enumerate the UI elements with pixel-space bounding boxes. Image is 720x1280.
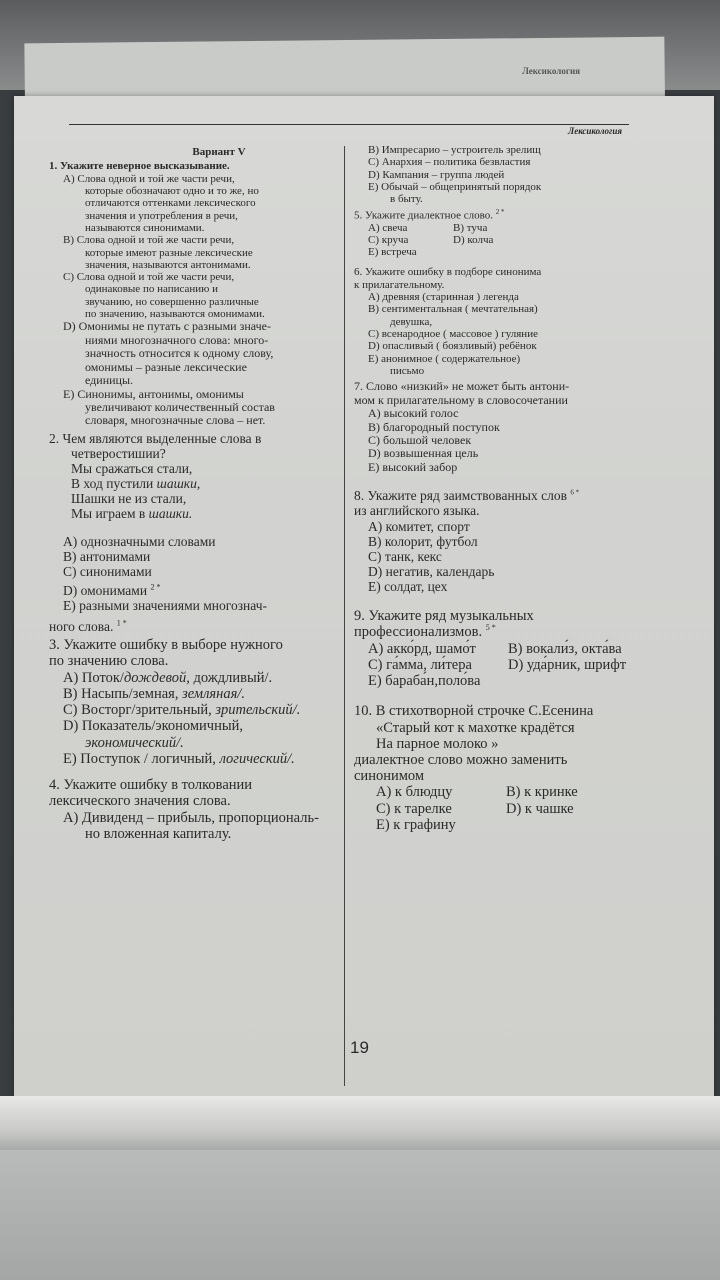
line: С) Слова одной и той же части речи, [63, 271, 235, 284]
q5-option-e: Е) встреча [368, 246, 417, 259]
question-9 [354, 608, 684, 689]
q7-option-c: С) большой человек [368, 433, 472, 448]
question-10 [354, 703, 684, 833]
q4-stem-line: 4. Укажите ошибку в толковании [49, 777, 253, 794]
handwritten-answer: экономический/. [85, 734, 184, 751]
highlighted-word: шашки, [156, 476, 201, 492]
running-header: Лексикология [568, 126, 622, 136]
q3-stem-line: по значению слова. [49, 653, 169, 670]
q5-option-b: В) туча [453, 221, 488, 234]
handwritten-answer: дождевой, [123, 669, 190, 686]
q8-option-d: D) негатив, календарь [368, 563, 495, 579]
q5-option-c: С) круча [368, 233, 409, 246]
q6-option-d: D) опасливый ( боязливый) ребёнок [368, 340, 537, 353]
q3-stem-line [49, 637, 349, 653]
q10-option-b: В) к кринке [506, 784, 578, 801]
line: звучанию, но совершенно различные [85, 295, 259, 308]
q9-stem-line: 9. Укажите ряд музыкальных [354, 608, 534, 625]
line: Е) Синонимы, антонимы, омонимы [63, 386, 244, 401]
header-rule [69, 124, 629, 125]
line: ниями многозначного слова: много- [85, 332, 269, 347]
q4-stem-line: лексического значения слова. [49, 793, 231, 810]
line: ного слова. [49, 619, 114, 635]
line: омонимы – разные лексические [85, 359, 247, 374]
q3-option-a [63, 670, 349, 686]
q10-options-row [376, 784, 684, 800]
q5-options-row [368, 222, 684, 234]
line: D) Показатель/экономичный, [63, 718, 243, 735]
q9-option-a: А) акко́рд, шамо́т [368, 640, 476, 657]
q5-stem: 5. Укажите диалектное слово. [354, 209, 494, 222]
line: которые обозначают одно и то же, но [85, 184, 259, 197]
q1-stem: 1. Укажите неверное высказывание. [49, 160, 230, 173]
q8-option-e: Е) солдат, цех [368, 579, 448, 594]
line: А) Слова одной и той же части речи, [63, 172, 235, 185]
option-text: А) Поток/ [63, 669, 124, 686]
option-text: Е) Поступок / логичный, [63, 750, 220, 767]
q6-stem-line: 6. Укажите ошибку в подборе синонима [354, 266, 542, 279]
line: которые имеют разные лексические [85, 246, 253, 259]
question-4-continued [354, 144, 684, 206]
q2-poem [71, 461, 349, 521]
handwritten-answer: логический/. [219, 750, 295, 767]
q8-option-a: А) комитет, спорт [368, 518, 470, 534]
q2-option-c: С) синонимами [63, 563, 152, 579]
q1-option-d [63, 320, 349, 387]
q6-option-c: С) всенародное ( массовое ) гуляние [368, 328, 538, 341]
option-text: D) омонимами [63, 582, 148, 598]
spacer [49, 522, 349, 534]
handwritten-answer: зрительский/. [215, 702, 301, 719]
line: по значению, называются омонимами. [85, 308, 265, 321]
q1-option-a [63, 173, 349, 235]
question-7 [354, 380, 684, 474]
background-surface [0, 1150, 720, 1280]
line: Е) Обычай – общепринятый порядок [368, 180, 542, 193]
q6-option-a: А) древняя (старинная ) легенда [368, 291, 519, 304]
q8-option-c: С) танк, кекс [368, 548, 442, 564]
q3-option-e [63, 751, 349, 767]
q3-option-c [63, 702, 349, 718]
underlying-running-header: Лексикология [522, 66, 580, 76]
q2-option-b: В) антонимами [63, 548, 151, 564]
q8-stem-line: 8. Укажите ряд заимствованных слов [354, 488, 567, 504]
q6-option-e [368, 353, 684, 378]
line: отличаются оттенками лексического [85, 197, 256, 210]
line: но вложенная капиталу. [85, 825, 232, 842]
line: девушка, [390, 315, 433, 328]
line: словаря, многозначные слова – нет. [85, 413, 266, 428]
poem-line: Шашки не из стали, [71, 491, 187, 507]
q9-option-b: В) вокали́з, окта́ва [508, 640, 622, 657]
q3-option-d [63, 718, 349, 750]
right-column [354, 144, 684, 833]
q9-option-c: С) га́мма, ли́тера [368, 656, 472, 673]
q5-option-a: А) свеча [368, 221, 408, 234]
question-8 [354, 488, 684, 594]
line: Е) разными значениями многознач- [63, 597, 267, 613]
left-column [49, 146, 349, 842]
q7-stem-line: 7. Слово «низкий» не может быть антони- [354, 379, 570, 394]
poem-text: Мы играем в [71, 506, 146, 522]
q7-option-d: D) возвышенная цель [368, 446, 479, 461]
q4-option-d: D) Кампания – группа людей [368, 168, 505, 181]
page-number: 19 [350, 1038, 369, 1057]
line: В) Слова одной и той же части речи, [63, 234, 235, 247]
highlighted-word: шашки. [148, 506, 193, 522]
line: называются синонимами. [85, 221, 205, 234]
stem-text: 3. Укажите ошибку в выборе нужного [49, 637, 283, 654]
line: А) Дивиденд – прибыль, пропорциональ- [63, 809, 319, 826]
q1-option-b [63, 234, 349, 271]
q4-option-e [368, 181, 684, 206]
line: увеличивают количественный состав [85, 400, 275, 414]
q9-stem-line: профессионализмов. [354, 624, 483, 641]
q10-stem-line: 10. В стихотворной строчке С.Есенина [354, 703, 594, 720]
poem-line: Мы сражаться стали, [71, 461, 193, 477]
q10-stem-line: синонимом [354, 768, 425, 785]
plastic-sleeve-edge [0, 1096, 720, 1156]
line: В) сентиментальная ( мечтательная) [368, 303, 538, 316]
q1-option-c [63, 271, 349, 320]
line: Е) анонимное ( содержательное) [368, 352, 521, 365]
line: значения, называются антонимами. [85, 258, 251, 271]
q7-stem-line: мом к прилагательному в словосочетании [354, 392, 568, 407]
q9-options-row [368, 657, 684, 673]
q4-option-c: С) Анархия – политика безвластия [368, 156, 531, 169]
question-1 [49, 160, 349, 428]
q6-option-b [368, 303, 684, 328]
handwritten-mark: 2 * [495, 207, 505, 216]
q7-option-a: А) высокий голос [368, 406, 459, 421]
option-text: дождливый/. [189, 669, 273, 686]
handwritten-mark: 6 * [570, 488, 580, 497]
variant-title: Вариант V [192, 146, 246, 158]
q9-option-e: Е) бараба́н,поло́ва [368, 673, 481, 690]
question-3 [49, 637, 349, 767]
poem-line [71, 476, 349, 491]
q6-stem-line: к прилагательному. [354, 278, 445, 291]
line: значность относится к одному слову, [85, 346, 274, 361]
poem-text: В ход пустили [71, 476, 154, 492]
line: в быту. [390, 193, 423, 206]
q10-stem-line: диалектное слово можно заменить [354, 751, 568, 768]
q2-option-a: А) однозначными словами [63, 533, 216, 549]
question-2 [49, 431, 349, 634]
q10-option-e: Е) к графину [376, 816, 456, 833]
question-5 [354, 209, 684, 259]
q10-option-a: А) к блюдцу [376, 784, 453, 801]
q3-option-b [63, 686, 349, 702]
q2-stem-line: четверостишии? [71, 445, 166, 461]
option-text: В) Насыпь/земная, [63, 685, 183, 702]
handwritten-mark: 5 * [485, 623, 496, 633]
q8-stem-line: из английского языка. [354, 503, 480, 519]
q10-option-d: D) к чашке [506, 800, 574, 817]
q10-option-c: С) к тарелке [376, 800, 452, 817]
poem-line [71, 506, 349, 521]
q10-quote-line: «Старый кот к махотке крадётся [376, 719, 575, 736]
book-page [14, 96, 714, 1106]
q10-quote-line: На парное молоко » [376, 735, 499, 752]
handwritten-mark: 1 * [116, 618, 127, 628]
question-4 [49, 777, 349, 842]
q2-option-e [49, 597, 349, 635]
line: единицы. [85, 373, 134, 388]
q7-option-e: Е) высокий забор [368, 459, 458, 474]
q2-stem-line: 2. Чем являются выделенные слова в [49, 430, 262, 446]
q10-options-row [376, 801, 684, 817]
q9-option-d: D) уда́рник, шрифт [508, 656, 627, 673]
q7-option-b: В) благородный поступок [368, 419, 500, 434]
question-6 [354, 266, 684, 377]
handwritten-mark: 2 * [150, 582, 161, 592]
q2-option-d [63, 583, 349, 598]
q5-option-d: D) колча [453, 233, 494, 246]
handwritten-answer: земляная/. [182, 685, 245, 702]
line: письмо [390, 364, 425, 377]
q8-option-b: В) колорит, футбол [368, 533, 478, 549]
line: одинаковые по написанию и [85, 283, 218, 296]
q5-options-row [368, 234, 684, 246]
option-text: С) Восторг/зрительный, [63, 702, 216, 719]
q9-options-row [368, 641, 684, 657]
line: значения и употребления в речи, [85, 209, 238, 222]
q4-option-a [63, 810, 349, 842]
q4-option-b: В) Импресарио – устроитель зрелищ [368, 144, 541, 156]
line: D) Омонимы не путать с разными значе- [63, 319, 271, 334]
q1-option-e [63, 388, 349, 428]
